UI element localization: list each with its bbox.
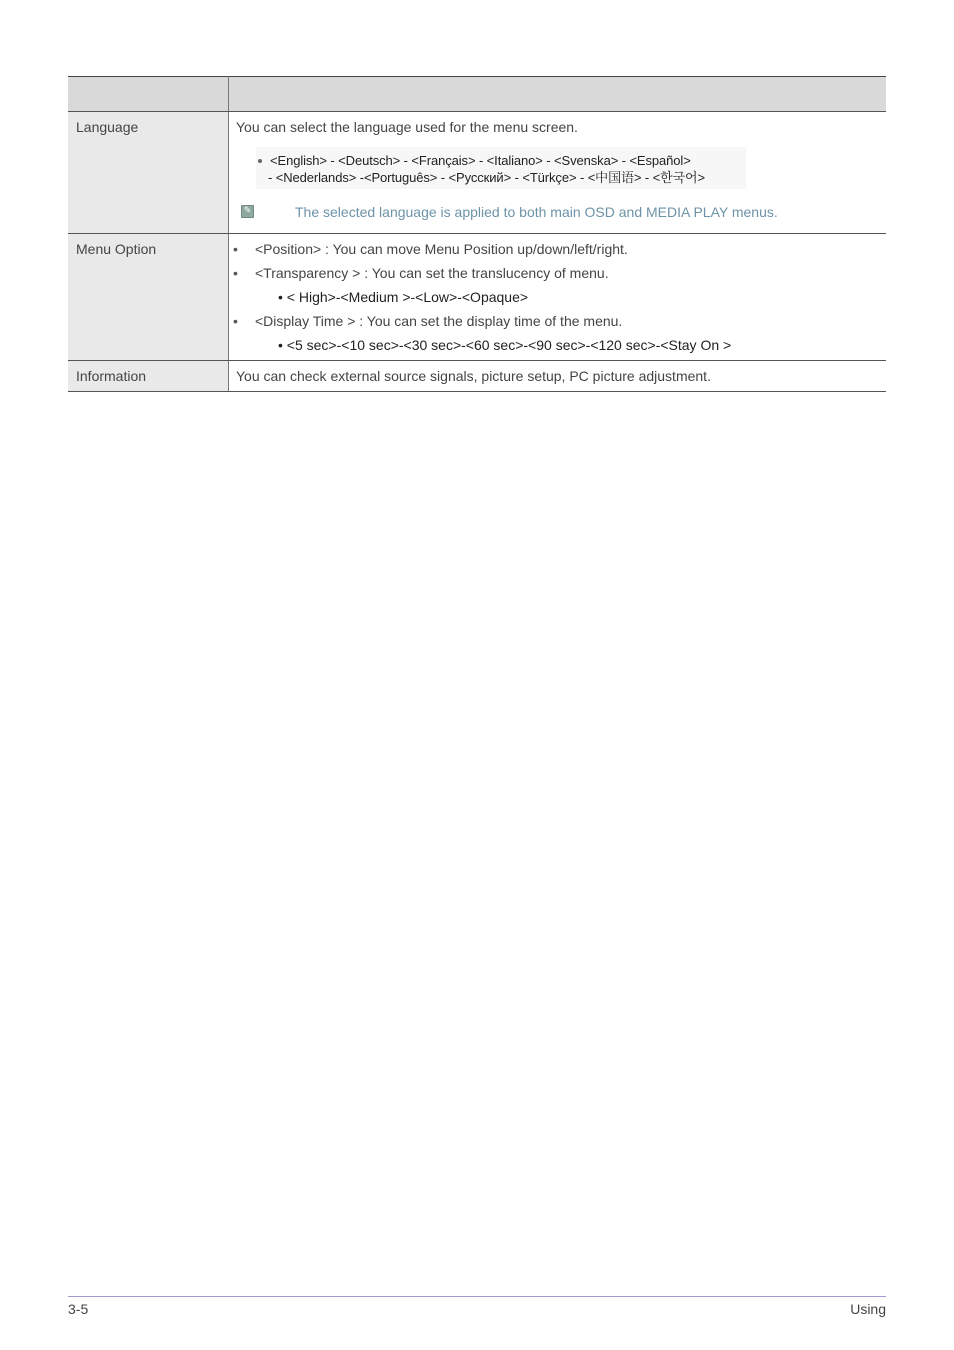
row-description-menu-option <box>229 234 887 361</box>
table-header-row <box>68 77 886 112</box>
menu-option-transparency-values: • < High>-<Medium >-<Low>-<Opaque> <box>278 289 529 305</box>
row-name-language: Language <box>68 112 229 234</box>
footer-page-number: 3-5 <box>68 1301 89 1317</box>
row-description-language <box>229 112 887 234</box>
row-name-information: Information <box>68 361 229 392</box>
language-list-line-2: - <Nederlands> -<Português> - <Русский> - <Türkçe> - <中国语> - <한국어> <box>268 170 705 185</box>
language-list-image <box>256 147 746 189</box>
language-description: You can select the language used for the menu screen. <box>236 119 578 135</box>
language-note-text: The selected language is applied to both main OSD and MEDIA PLAY menus. <box>295 204 778 220</box>
table-row-menu-option <box>68 234 886 361</box>
header-cell-description <box>229 77 887 112</box>
note-icon: ✎ <box>241 205 254 218</box>
menu-option-transparency: • <Transparency > : You can set the translucency of menu. <box>236 264 879 282</box>
menu-option-display-time-values: • <5 sec>-<10 sec>-<30 sec>-<60 sec>-<90 sec>-<120 sec>-<Stay On > <box>278 337 732 353</box>
menu-description-table <box>68 76 886 392</box>
language-list-line-1: <English> - <Deutsch> - <Français> - <Italiano> - <Svenska> - <Español> <box>256 152 734 169</box>
row-description-information: You can check external source signals, picture setup, PC picture adjustment. <box>229 361 887 392</box>
header-cell-name <box>68 77 229 112</box>
language-note <box>236 203 879 227</box>
footer-section-title: Using <box>850 1301 886 1317</box>
table-row-information <box>68 361 886 392</box>
menu-option-display-time: • <Display Time > : You can set the display time of the menu. <box>236 312 879 330</box>
table-row-language <box>68 112 886 234</box>
footer-divider <box>68 1296 886 1297</box>
menu-option-position: • <Position> : You can move Menu Position up/down/left/right. <box>236 240 879 258</box>
row-name-menu-option: Menu Option <box>68 234 229 361</box>
